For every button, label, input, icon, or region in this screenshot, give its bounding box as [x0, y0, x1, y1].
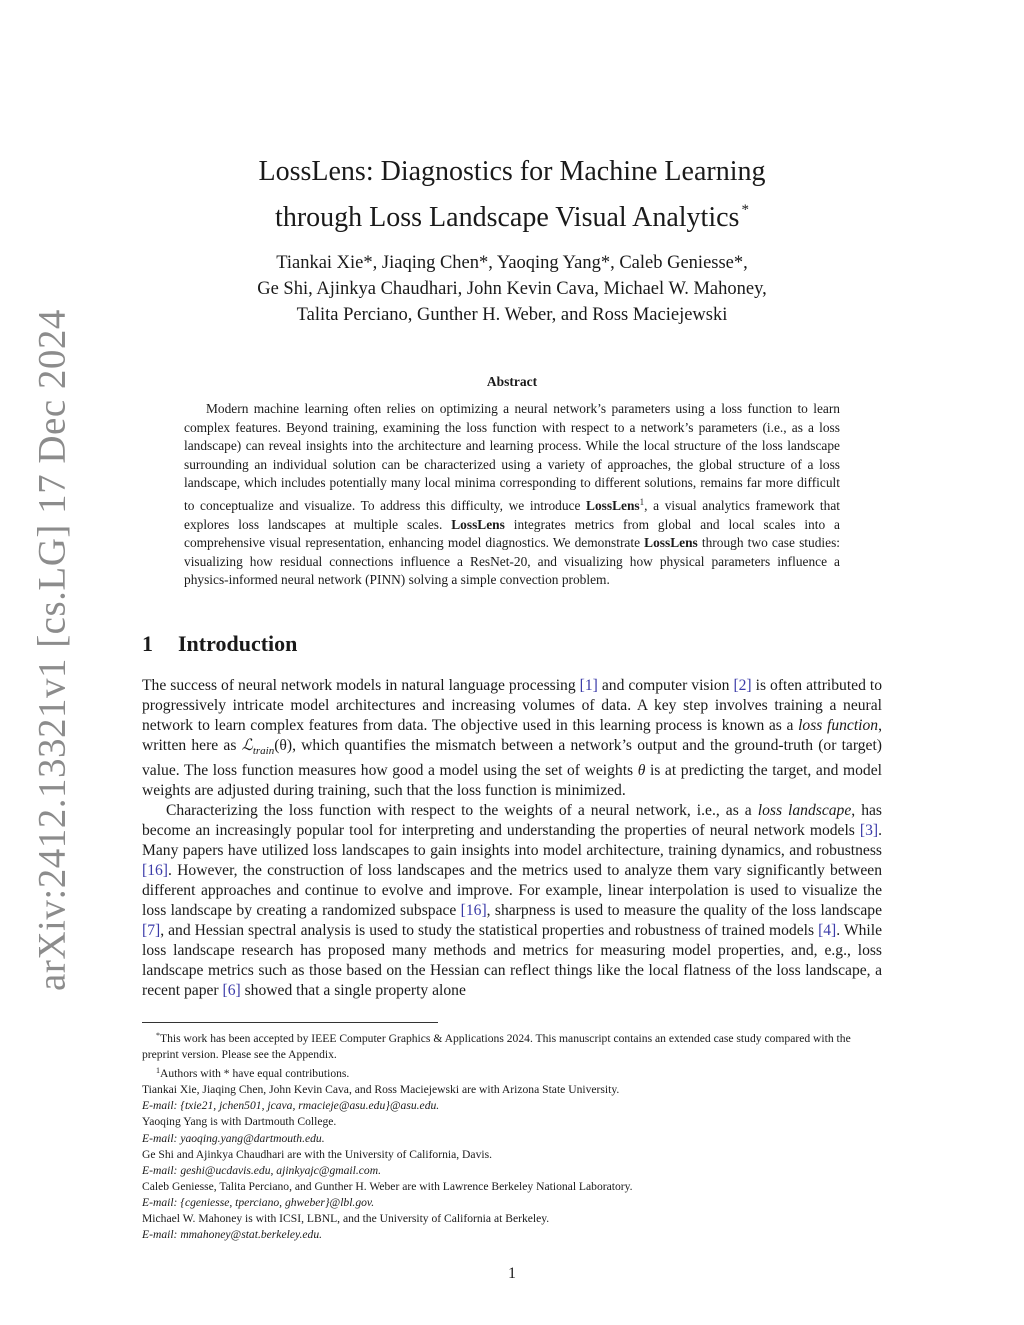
paragraph-text: . However, the construction of loss landscapes and the metrics used to analyze them vary significantly between different approaches and continue to evolve and improve. For example, linear interpolation is used to visualize the loss landscape by creating a randomized subspace	[142, 862, 882, 920]
emphasis-term: loss landscape	[757, 802, 852, 820]
authors-line-2: Ge Shi, Ajinkya Chaudhari, John Kevin Cava, Michael W. Mahoney,	[257, 279, 767, 299]
affiliation-email: E-mail: geshi@ucdavis.edu, ajinkyajc@gmail.com.	[142, 1163, 381, 1177]
paragraph-text: showed that a single property alone	[240, 982, 466, 1000]
paragraph-text: is often attributed to progressively intricate model architectures and increasing volumes of data. A key step involves training a neural network to learn complex features from data. The objective used in this learning process is known as a	[142, 677, 883, 734]
footnote-mark: 1	[156, 1066, 160, 1076]
affiliation-email: E-mail: mmahoney@stat.berkeley.edu.	[142, 1228, 323, 1242]
paragraph-text: , and Hessian spectral analysis is used to study the statistical properties and robustness of trained models	[160, 922, 819, 940]
abstract-heading: Abstract	[486, 374, 538, 389]
title-line-1: LossLens: Diagnostics for Machine Learning	[258, 156, 766, 187]
citation-link[interactable]: [4]	[818, 922, 837, 940]
affiliation-email: E-mail: {cgeniesse, tperciano, ghweber}@lbl.gov.	[142, 1195, 375, 1209]
section-heading	[142, 631, 297, 657]
footnote-text: This work has been accepted by IEEE Computer Graphics & Applications 2024. This manuscript contains an extended case study compared with the preprint version. Please see the Appendix.	[142, 1032, 851, 1062]
abstract-text: integrates metrics from global and local scales into a comprehensive visual representation, enhancing model diagnostics. We demonstrate	[184, 516, 841, 551]
authors-line-1: Tiankai Xie*, Jiaqing Chen*, Yaoqing Yang*, Caleb Geniesse*,	[276, 253, 748, 273]
paragraph-text: and computer vision	[597, 677, 734, 694]
abstract-body	[184, 400, 840, 590]
abstract-bold-name: LossLens	[451, 516, 505, 532]
citation-link[interactable]: [6]	[222, 982, 241, 1000]
paragraph-text: is at predicting the target, and model weights are adjusted during training, such that the loss function is minimized.	[142, 762, 882, 800]
author-list	[140, 250, 884, 328]
page-number: 1	[508, 1265, 516, 1282]
abstract-bold-name: LossLens	[644, 535, 698, 551]
arxiv-identifier: arXiv:2412.13321v1 [cs.LG] 17 Dec 2024	[30, 309, 74, 991]
citation-link[interactable]: [2]	[733, 677, 752, 694]
paragraph-text: , written here as	[142, 717, 882, 754]
citation-link[interactable]: [16]	[142, 862, 168, 880]
abstract-text: Modern machine learning often relies on optimizing a neural network’s parameters using a loss function to learn complex features. Beyond training, examining the loss function with respect to a network’s parameters (i.e., as a loss landscape) can reveal insights into the architecture and learning process. While the local structure of the loss landscape surrounding an individual solution can be characterized using a variety of approaches, the global structure of a loss landscape, which includes potentially many local minima corresponding to different solutions, remains far more difficult to conceptualize and visualize. To address this difficulty, we introduce	[184, 401, 840, 513]
title-line-2-text: through Loss Landscape Visual Analytics	[275, 202, 740, 233]
abstract-bold-name: LossLens	[586, 497, 640, 513]
affiliation-email: E-mail: yaoqing.yang@dartmouth.edu.	[142, 1131, 325, 1145]
emphasis-term: loss function	[798, 717, 879, 734]
paragraph	[142, 801, 882, 1001]
title-footnote-mark: *	[741, 202, 749, 218]
citation-link[interactable]: [1]	[579, 677, 598, 694]
footnote-text: Authors with * have equal contributions.	[160, 1067, 350, 1081]
footnote-acceptance	[142, 1028, 882, 1063]
math-theta: θ	[637, 762, 646, 780]
affiliation-email: E-mail: {txie21, jchen501, jcava, rmacieje@asu.edu}@asu.edu.	[142, 1099, 440, 1113]
affiliation: Ge Shi and Ajinkya Chaudhari are with the University of California, Davis.	[142, 1147, 492, 1161]
paragraph-text: . Many papers have utilized loss landscapes to gain insights into model architecture, training dynamics, and robustness	[142, 822, 882, 860]
affiliation: Tiankai Xie, Jiaqing Chen, John Kevin Cava, and Ross Maciejewski are with Arizona State University.	[142, 1083, 620, 1097]
footnote-equal-contribution	[142, 1063, 882, 1082]
math-argument: (θ)	[274, 737, 293, 754]
footnote-divider	[142, 1022, 438, 1023]
paragraph-text: . While loss landscape research has proposed many methods and metrics for measuring model properties, and, e.g., loss landscape metrics such as those based on the Hessian can reflect things like the local flatness of the loss landscape, a recent paper	[142, 922, 882, 1000]
paper-title	[140, 153, 884, 237]
math-subscript: train	[252, 745, 275, 758]
footnotes	[142, 1028, 882, 1243]
affiliation: Michael W. Mahoney is with ICSI, LBNL, and the University of California at Berkeley.	[142, 1212, 550, 1226]
paragraph-text: The success of neural network models in natural language processing	[142, 677, 580, 694]
citation-link[interactable]: [3]	[859, 822, 879, 840]
affiliation: Caleb Geniesse, Talita Perciano, and Gunther H. Weber are with Lawrence Berkeley National Laboratory.	[142, 1179, 633, 1193]
section-number: 1	[142, 631, 153, 656]
math-script-l: ℒ	[241, 737, 253, 754]
math-loss-symbol	[241, 737, 293, 758]
abstract-text: through two case studies: visualizing how residual connections influence a ResNet-20, and visualizing how physical parameters influence a physics-informed neural network (PINN) solving a simple convection problem.	[184, 535, 841, 588]
abstract-footnote-mark: 1	[639, 496, 645, 507]
paragraph	[142, 676, 882, 801]
section-title: Introduction	[178, 631, 298, 656]
paragraph-text: , sharpness is used to measure the quality of the loss landscape	[486, 902, 882, 920]
paragraph-text: , which quantifies the mismatch between a network’s output and the ground-truth (or target) value. The loss function measures how good a model using the set of weights	[142, 737, 882, 780]
affiliation: Yaoqing Yang is with Dartmouth College.	[142, 1115, 337, 1129]
introduction-body	[142, 676, 882, 1001]
abstract-text: , a visual analytics framework that explores loss landscapes at multiple scales.	[184, 497, 840, 532]
paragraph-text: Characterizing the loss function with respect to the weights of a neural network, i.e., as a	[166, 802, 758, 820]
footnote-mark: *	[156, 1031, 160, 1040]
paragraph-text: , has become an increasingly popular tool for interpreting and understanding the properties of neural network models	[142, 802, 882, 840]
citation-link[interactable]: [7]	[142, 922, 161, 940]
title-line-2	[140, 191, 884, 237]
authors-line-3: Talita Perciano, Gunther H. Weber, and Ross Maciejewski	[296, 305, 728, 325]
citation-link[interactable]: [16]	[460, 902, 487, 920]
